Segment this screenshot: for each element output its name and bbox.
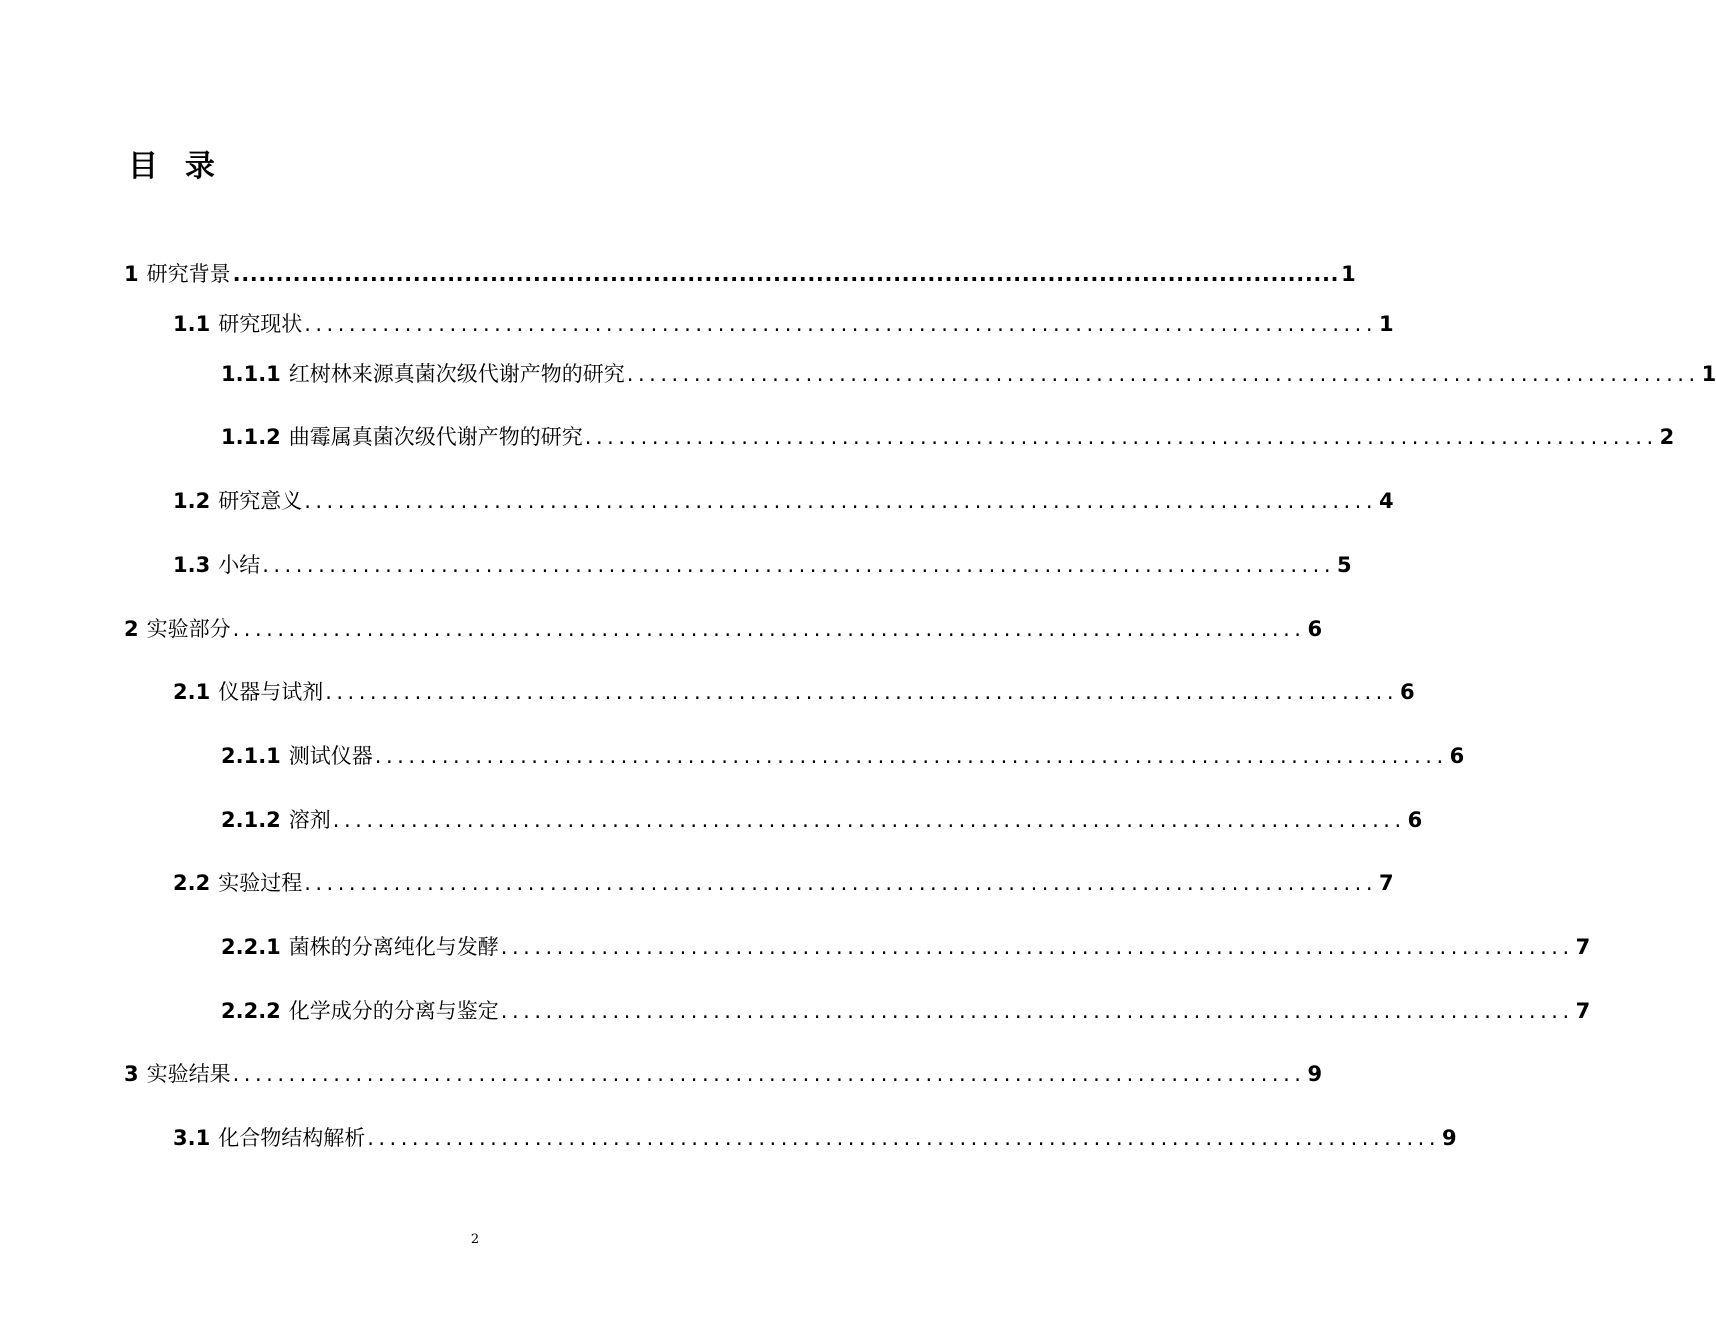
toc-entry-number: 1.1 [173,312,211,336]
toc-entry-page: 2 [1659,425,1675,449]
toc-entry-page: 7 [1379,871,1394,895]
toc-entry-2-1-1[interactable] [221,740,1465,770]
toc-entry-1-2[interactable] [173,485,1394,515]
toc-entry-title: 红树林来源真菌次级代谢产物的研究 [288,362,625,386]
toc-entry-2-2-2[interactable] [221,995,1591,1025]
toc-entry-2-1[interactable] [173,676,1415,706]
toc-entry-title: 溶剂 [288,808,331,832]
toc-entry-page: 7 [1575,935,1591,959]
toc-entry-1-3[interactable] [173,549,1352,579]
dot-leader: ................................................................................................ [325,680,1399,704]
dot-leader: ................................................................................................ [232,617,1306,641]
toc-entry-page: 4 [1379,489,1394,513]
toc-entry-3[interactable] [124,1058,1323,1088]
toc-entry-1[interactable] [124,258,1356,288]
toc-entry-number: 2 [124,617,139,641]
toc-entry-1-1-2[interactable] [221,421,1675,451]
toc-entry-number: 1 [124,262,139,286]
toc-entry-2-2[interactable] [173,867,1394,897]
toc-entry-title: 实验结果 [146,1062,231,1086]
dot-leader: ................................................................................................ [304,312,1378,336]
toc-entry-title: 曲霉属真菌次级代谢产物的研究 [288,425,583,449]
dot-leader: ................................................................................................ [232,1062,1306,1086]
toc-entry-title: 化合物结构解析 [218,1126,366,1150]
toc-entry-page: 6 [1400,680,1415,704]
toc-entry-page: 1 [1341,262,1356,286]
dot-leader: ................................................................................................ [626,362,1700,386]
toc-entry-2-2-1[interactable] [221,931,1591,961]
dot-leader: ................................................................................................ [262,553,1336,577]
toc-entry-page: 9 [1442,1126,1457,1150]
toc-entry-page: 9 [1307,1062,1323,1086]
toc-entry-2-1-2[interactable] [221,804,1423,834]
toc-entry-number: 2.2 [173,871,211,895]
toc-entry-number: 2.1 [173,680,211,704]
toc-entry-page: 6 [1307,617,1323,641]
toc-entry-title: 仪器与试剂 [218,680,324,704]
toc-entry-number: 1.1.2 [221,425,281,449]
toc-entry-page: 7 [1575,999,1591,1023]
toc-entry-title: 实验部分 [146,617,231,641]
toc-entry-title: 研究意义 [218,489,303,513]
dot-leader: ................................................................................................................................. [232,262,1340,286]
dot-leader: ................................................................................................ [500,935,1574,959]
toc-entry-title: 研究现状 [218,312,303,336]
dot-leader: ................................................................................................ [304,489,1378,513]
toc-entry-title: 化学成分的分离与鉴定 [288,999,499,1023]
dot-leader: ................................................................................................ [367,1126,1441,1150]
toc-entry-page: 1 [1379,312,1394,336]
dot-leader: ................................................................................................ [304,871,1378,895]
page-number: 2 [470,1232,480,1247]
toc-entry-page: 1 [1701,362,1716,386]
toc-entry-number: 2.1.2 [221,808,281,832]
toc-entry-number: 2.2.2 [221,999,281,1023]
toc-entry-number: 3.1 [173,1126,211,1150]
toc-entry-number: 1.1.1 [221,362,281,386]
toc-entry-title: 菌株的分离纯化与发酵 [288,935,499,959]
dot-leader: ................................................................................................ [374,744,1448,768]
toc-entry-number: 1.2 [173,489,211,513]
toc-entry-3-1[interactable] [173,1122,1457,1152]
toc-entry-title: 研究背景 [146,262,231,286]
toc-entry-page: 6 [1407,808,1423,832]
toc-entry-title: 小结 [218,553,261,577]
dot-leader: ................................................................................................ [584,425,1658,449]
toc-entry-number: 1.3 [173,553,211,577]
toc-entry-number: 3 [124,1062,139,1086]
toc-entry-1-1[interactable] [173,308,1394,338]
toc-entry-1-1-1[interactable] [221,358,1716,388]
toc-entry-title: 测试仪器 [288,744,373,768]
toc-entry-number: 2.1.1 [221,744,281,768]
toc-entry-page: 6 [1449,744,1465,768]
dot-leader: ................................................................................................ [332,808,1406,832]
page-title: 目 录 [128,149,217,184]
toc-entry-2[interactable] [124,613,1323,643]
toc-entry-title: 实验过程 [218,871,303,895]
toc-entry-number: 2.2.1 [221,935,281,959]
toc-entry-page: 5 [1337,553,1352,577]
dot-leader: ................................................................................................ [500,999,1574,1023]
